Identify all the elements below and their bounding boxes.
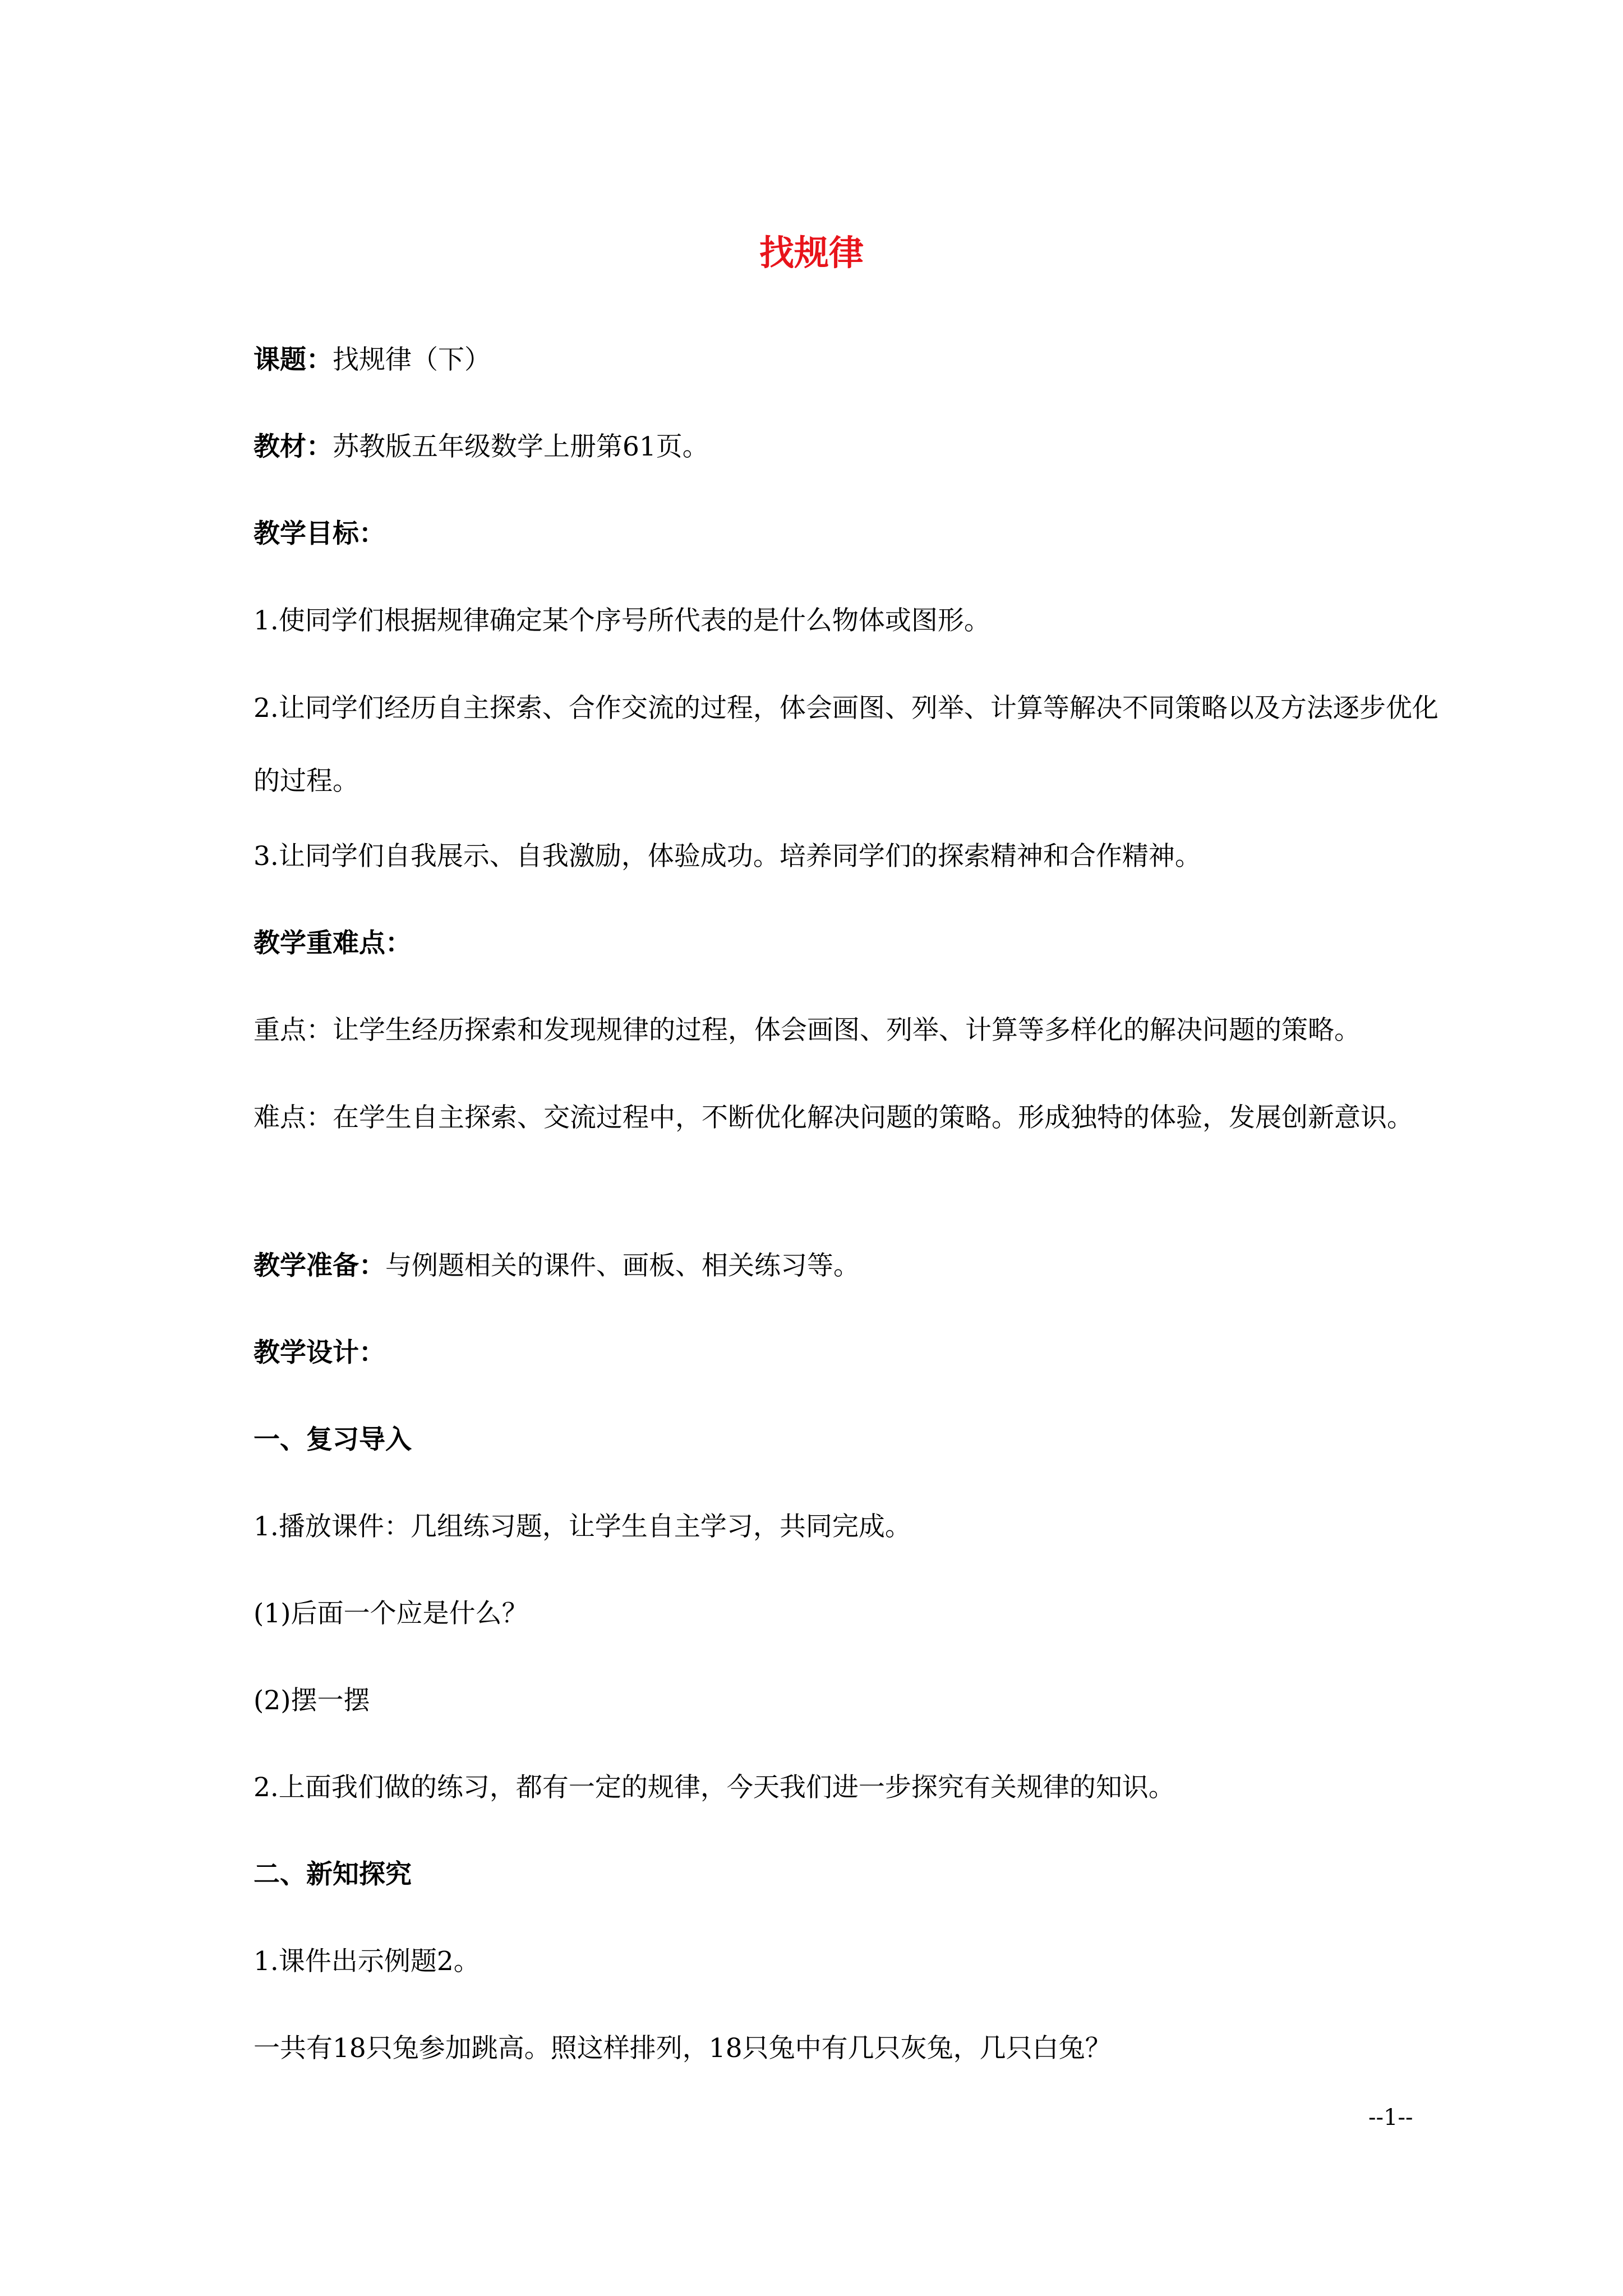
section1-heading: 一、复习导入 [253, 1424, 412, 1455]
goals-heading: 教学目标： [253, 518, 385, 549]
preparation-line [253, 1250, 1448, 1281]
preparation-text: 与例题相关的课件、画板、相关练习等。 [385, 1250, 860, 1281]
goal-item-1: 1.使同学们根据规律确定某个序号所代表的是什么物体或图形。 [253, 605, 990, 636]
material-text: 苏教版五年级数学上册第61页。 [333, 431, 709, 462]
focus-point: 重点：让学生经历探索和发现规律的过程，体会画图、列举、计算等多样化的解决问题的策略。 [253, 1015, 1361, 1046]
goal-item-3: 3.让同学们自我展示、自我激励，体验成功。培养同学们的探索精神和合作精神。 [253, 841, 1201, 872]
document-title: 找规律 [759, 232, 864, 273]
topic-text: 找规律（下） [333, 344, 491, 375]
difficulty-point: 难点：在学生自主探索、交流过程中，不断优化解决问题的策略。形成独特的体验，发展创新意识。 [253, 1102, 1413, 1133]
section2-heading: 二、新知探究 [253, 1859, 412, 1890]
section2-line-1: 1.课件出示例题2。 [253, 1946, 480, 1977]
page-number: --1-- [1368, 2105, 1413, 2131]
design-heading: 教学设计： [253, 1337, 385, 1368]
topic-label: 课题： [253, 344, 333, 375]
section1-line-3: (2)摆一摆 [253, 1685, 370, 1716]
goal-item-2: 2.让同学们经历自主探索、合作交流的过程，体会画图、列举、计算等解决不同策略以及方法逐步优化的过程。 [253, 693, 1438, 797]
section1-line-2: (1)后面一个应是什么？ [253, 1598, 528, 1629]
material-label: 教材： [253, 431, 333, 462]
section1-line-1: 1.播放课件：几组练习题，让学生自主学习，共同完成。 [253, 1511, 911, 1542]
material-line [253, 431, 1448, 462]
topic-line [253, 344, 1448, 375]
key-points-heading: 教学重难点： [253, 928, 412, 959]
section1-line-4: 2.上面我们做的练习，都有一定的规律，今天我们进一步探究有关规律的知识。 [253, 1772, 1175, 1803]
section2-line-2: 一共有18只兔参加跳高。照这样排列，18只兔中有几只灰兔，几只白兔？ [253, 2033, 1112, 2064]
preparation-label: 教学准备： [253, 1250, 385, 1281]
